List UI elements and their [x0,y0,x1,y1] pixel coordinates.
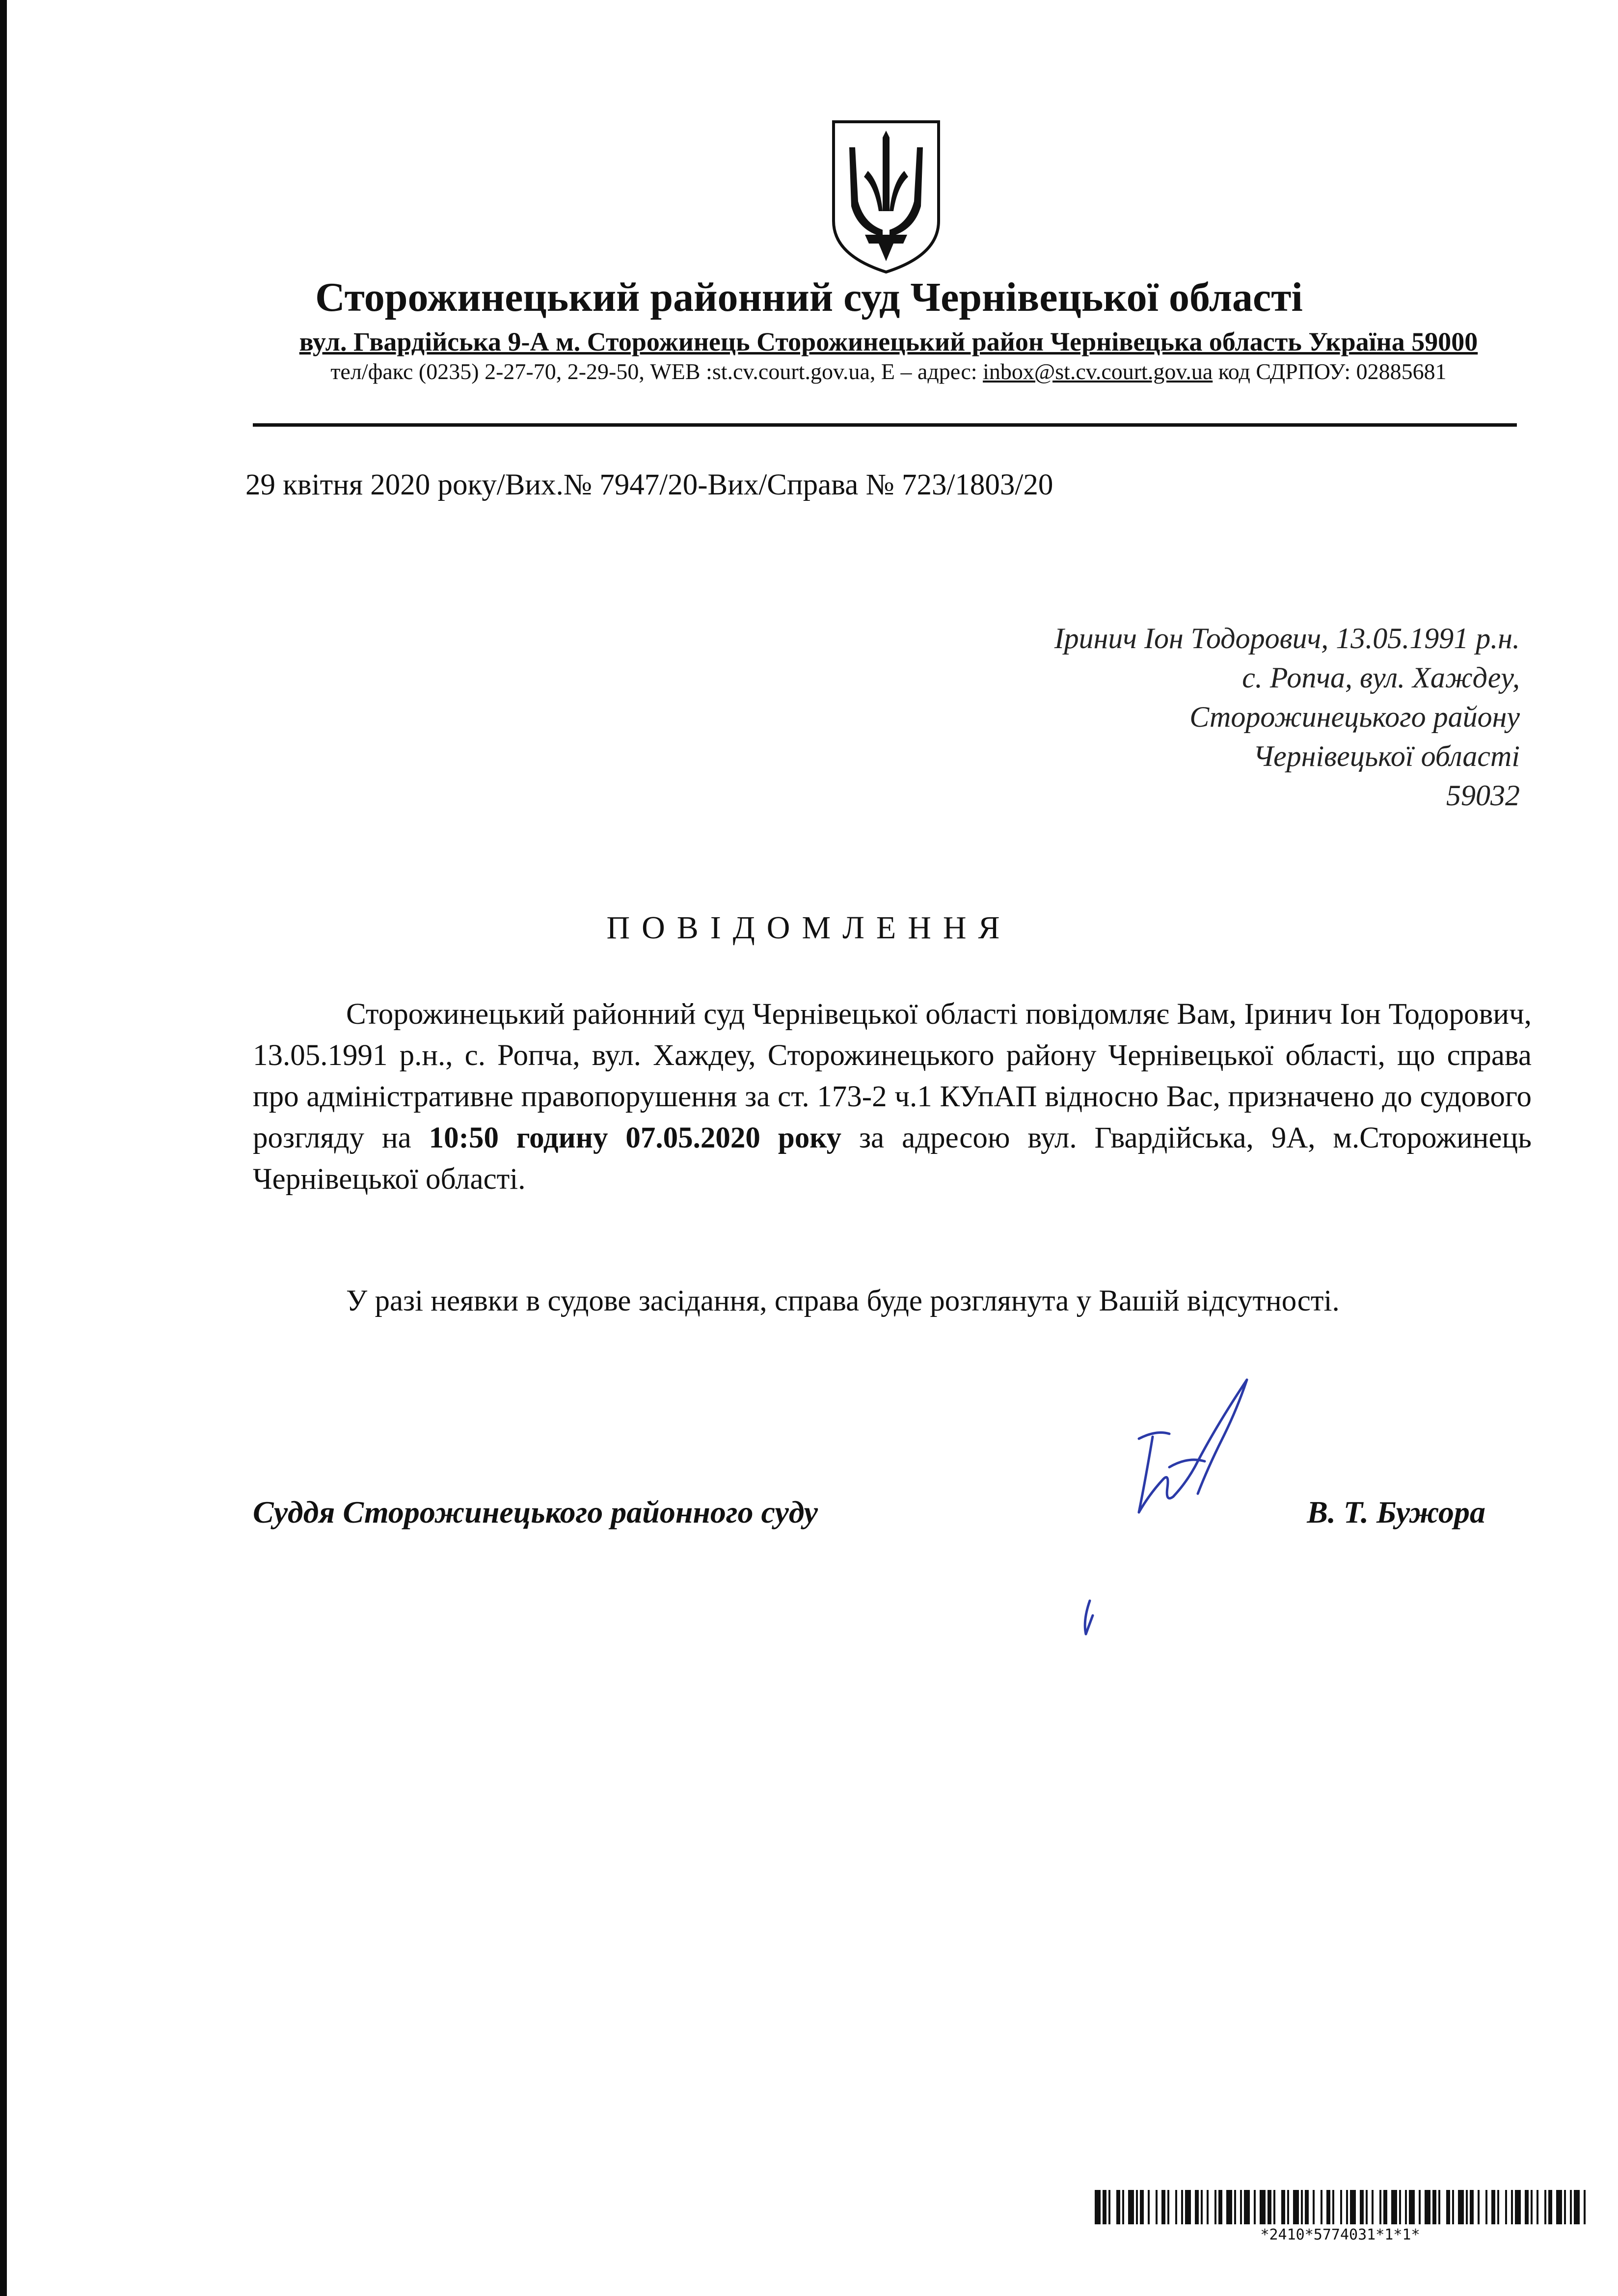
barcode-bar [1240,2190,1242,2224]
barcode-bar [1432,2190,1436,2224]
recipient-region: Чернівецької області [1253,740,1520,772]
barcode-bar [1399,2190,1401,2224]
recipient-name: Іринич Іон Тодорович, 13.05.1991 р.н. [1054,622,1520,655]
barcode-bar [1244,2190,1250,2224]
barcode-bar [1140,2190,1144,2224]
recipient-address-block [1054,619,1520,815]
trident-coat-of-arms-icon [830,118,943,275]
barcode-bar [1156,2190,1158,2224]
barcode-bar [1195,2190,1199,2224]
barcode-bar [1122,2190,1124,2224]
barcode-bar [1254,2190,1256,2224]
barcode-bar [1128,2190,1134,2224]
barcode-bar [1438,2190,1440,2224]
hearing-datetime: 10:50 годину 07.05.2020 року [429,1121,842,1154]
barcode-bar [1497,2190,1499,2224]
barcode-bar [1511,2190,1513,2224]
barcode-bar [1478,2190,1480,2224]
outgoing-reference: 29 квітня 2020 року/Вих.№ 7947/20-Вих/Справа № 723/1803/20 [245,468,1053,501]
barcode-bar [1207,2190,1209,2224]
notice-paragraph [253,994,1532,1200]
barcode-bar [1452,2190,1454,2224]
barcode-bar [1273,2190,1275,2224]
barcode-bar [1326,2190,1330,2224]
barcode-bar [1313,2190,1315,2224]
barcode-bar [1419,2190,1421,2224]
barcode-bar [1175,2190,1177,2224]
barcode-bar [1485,2190,1487,2224]
barcode-bar [1281,2190,1285,2224]
barcode-bar [1405,2190,1407,2224]
barcode-bar [1537,2190,1538,2224]
barcode-bar [1218,2190,1222,2224]
barcode-bar [1214,2190,1216,2224]
barcode-bar [1148,2190,1150,2224]
contacts-suffix: код СДРПОУ: 02885681 [1213,359,1447,384]
court-address: вул. Гвардійська 9-А м. Сторожинець Сторожинецький район Чернівецька область Україна 59000 [299,327,1478,356]
barcode-bar [1305,2190,1309,2224]
barcode-bar [1360,2190,1364,2224]
barcode-bar [1531,2190,1533,2224]
barcode-bar [1201,2190,1203,2224]
barcode-bar [1260,2190,1266,2224]
notice-text-start: Сторожинецький районний суд Чернівецької області повідомляє Вам, Іринич Іон Тодорович, 13.05.1991 р.н., с. Ропча, вул. Хаждеу, Сторожинецького району Чернівецької області, що справа про адміністративне правопорушення за ст. 173-2 ч.1 КУпАП відносно Вас, призначено до судового розгляду на [253,998,1532,1154]
court-contacts [265,357,1512,386]
scan-edge [0,0,7,2296]
handwritten-signature [1041,1365,1316,1640]
barcode-bar [1321,2190,1322,2224]
barcode-bar [1570,2190,1572,2224]
barcode [1095,2190,1586,2224]
barcode-bar [1544,2190,1546,2224]
recipient-postcode: 59032 [1446,779,1520,812]
barcode-bar [1332,2190,1334,2224]
barcode-bar [1446,2190,1450,2224]
barcode-bar [1458,2190,1464,2224]
barcode-bar [1350,2190,1356,2224]
judge-name: В. Т. Бужора [1307,1495,1485,1530]
barcode-bar [1095,2190,1101,2224]
barcode-bar [1391,2190,1397,2224]
barcode-bar [1564,2190,1566,2224]
recipient-village: с. Ропча, вул. Хаждеу, [1242,661,1520,694]
court-name: Сторожинецький районний суд Чернівецької області [315,274,1303,320]
barcode-bar [1340,2190,1342,2224]
recipient-district: Сторожинецького району [1189,701,1520,733]
barcode-bar [1167,2190,1169,2224]
barcode-bar [1383,2190,1387,2224]
barcode-bar [1470,2190,1474,2224]
barcode-bar [1505,2190,1507,2224]
barcode-bar [1372,2190,1374,2224]
barcode-bar [1425,2190,1430,2224]
barcode-bar [1267,2190,1271,2224]
barcode-bar [1574,2190,1580,2224]
barcode-bar [1525,2190,1529,2224]
notice-text-end: за адресою вул. Гвардійська, 9А, м.Сторожинець Чернівецької області. [253,1121,1532,1196]
contacts-prefix: тел/факс (0235) 2-27-70, 2-29-50, WEB :st.cv.court.gov.ua, E – адрес: [330,359,983,384]
barcode-bar [1293,2190,1299,2224]
barcode-bar [1301,2190,1303,2224]
barcode-bar [1409,2190,1415,2224]
barcode-bar [1466,2190,1468,2224]
court-email: inbox@st.cv.court.gov.ua [983,359,1213,384]
barcode-bar [1116,2190,1120,2224]
barcode-number: *2410*5774031*1*1* [1260,2226,1420,2243]
barcode-bar [1226,2190,1232,2224]
barcode-bar [1515,2190,1521,2224]
barcode-bar [1584,2190,1586,2224]
barcode-bar [1491,2190,1495,2224]
barcode-bar [1136,2190,1138,2224]
barcode-bar [1234,2190,1236,2224]
barcode-bar [1108,2190,1110,2224]
barcode-bar [1346,2190,1348,2224]
absence-notice-paragraph: У разі неявки в судове засідання, справа буде розглянута у Вашій відсутності. [346,1285,1340,1317]
barcode-bar [1287,2190,1289,2224]
barcode-bar [1161,2190,1165,2224]
barcode-bar [1379,2190,1381,2224]
barcode-bar [1366,2190,1368,2224]
barcode-bar [1181,2190,1183,2224]
barcode-bar [1185,2190,1191,2224]
barcode-bar [1556,2190,1562,2224]
judge-title: Суддя Сторожинецького районного суду [253,1495,818,1530]
barcode-bar [1548,2190,1552,2224]
header-divider [253,423,1517,427]
barcode-bar [1103,2190,1106,2224]
document-heading: ПОВІДОМЛЕННЯ [606,910,1012,946]
